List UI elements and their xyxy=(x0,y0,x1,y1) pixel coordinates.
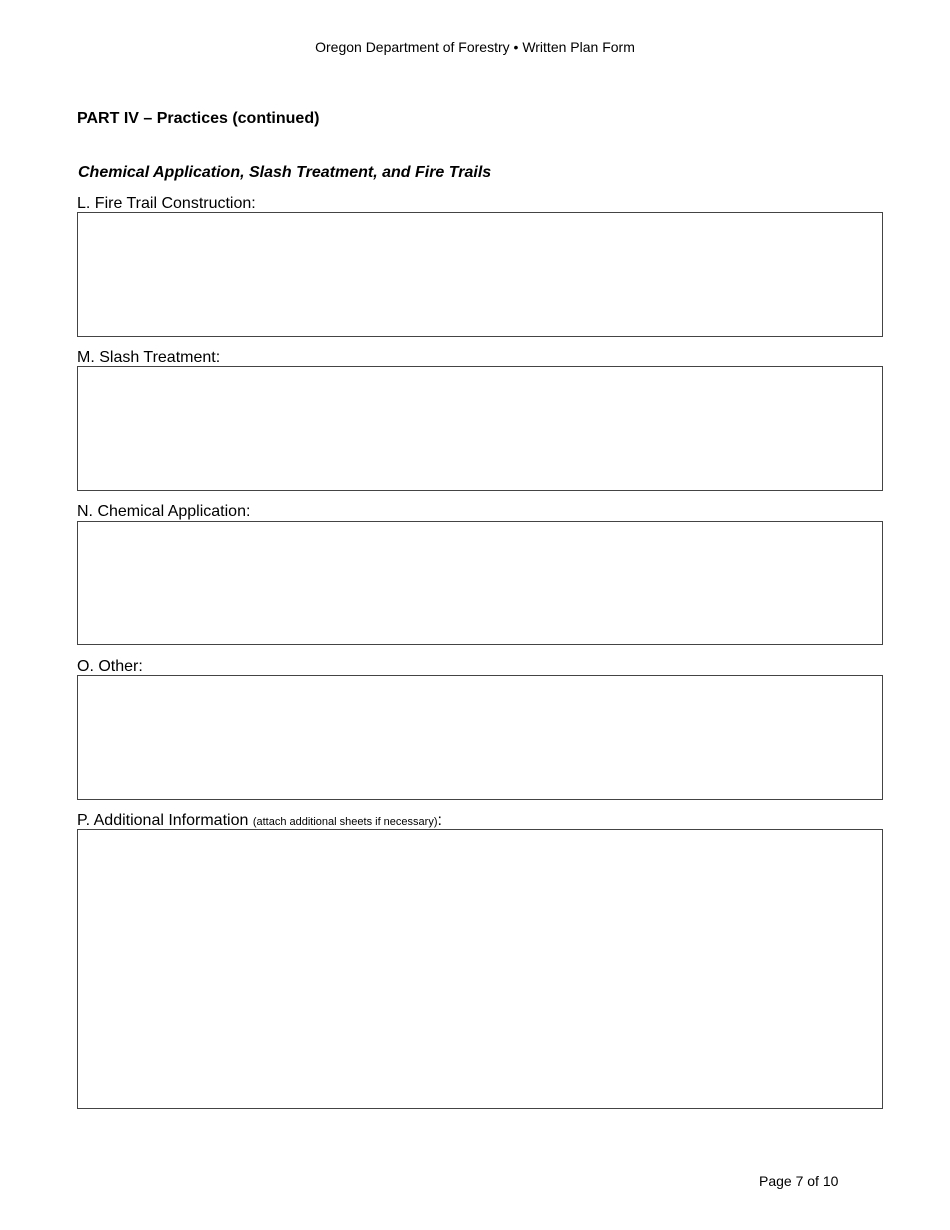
fire-trail-construction-label: L. Fire Trail Construction: xyxy=(77,195,256,212)
slash-treatment-field[interactable] xyxy=(77,366,883,491)
slash-treatment-label: M. Slash Treatment: xyxy=(77,349,221,366)
additional-information-label xyxy=(77,812,442,830)
additional-information-note: (attach additional sheets if necessary) xyxy=(252,816,438,828)
additional-information-colon: : xyxy=(437,812,442,829)
additional-information-label-text: P. Additional Information xyxy=(77,812,249,829)
page-header: Oregon Department of Forestry • Written Plan Form xyxy=(315,39,635,55)
page-number: Page 7 of 10 xyxy=(759,1173,839,1189)
chemical-application-label: N. Chemical Application: xyxy=(77,503,251,520)
part-title: PART IV – Practices (continued) xyxy=(77,110,320,127)
chemical-application-field[interactable] xyxy=(77,521,883,645)
other-field[interactable] xyxy=(77,675,883,800)
additional-information-field[interactable] xyxy=(77,829,883,1109)
section-title: Chemical Application, Slash Treatment, and Fire Trails xyxy=(78,164,492,181)
fire-trail-construction-field[interactable] xyxy=(77,212,883,337)
other-label: O. Other: xyxy=(77,658,143,675)
